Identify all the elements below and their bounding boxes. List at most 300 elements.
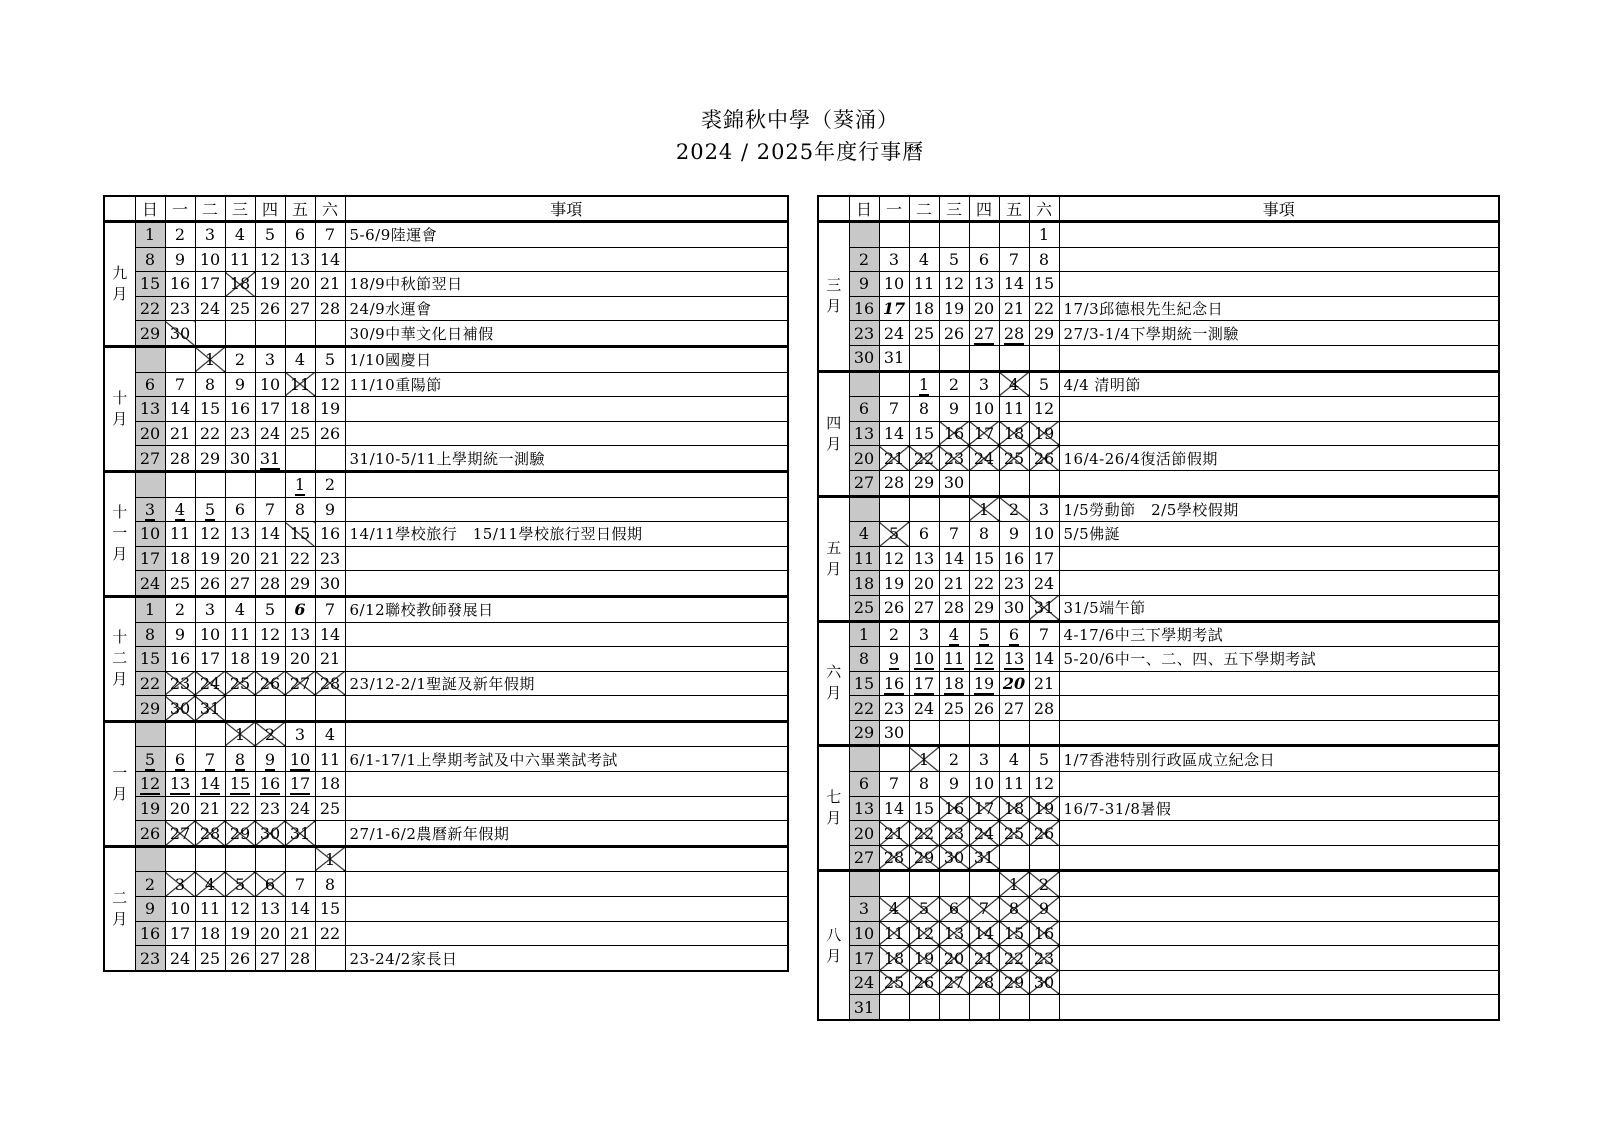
day-number: 11 [319, 749, 341, 769]
day-number: 15 [139, 649, 161, 669]
event-cell [345, 747, 788, 772]
day-number: 4 [1008, 749, 1020, 769]
empty-day-cell [849, 371, 879, 397]
day-cell [165, 596, 195, 622]
day-cell [999, 522, 1029, 547]
week-row [818, 522, 1499, 547]
day-cell [285, 471, 315, 497]
day-cell [1029, 921, 1059, 946]
empty-day-cell [999, 845, 1029, 871]
event-cell [345, 522, 788, 547]
empty-day-cell [285, 446, 315, 472]
day-cell [969, 845, 999, 871]
day-cell [195, 596, 225, 622]
day-cell [135, 296, 165, 321]
empty-day-cell [165, 346, 195, 372]
day-number: 23 [229, 424, 251, 444]
day-cell [999, 746, 1029, 772]
day-number: 15 [229, 774, 251, 794]
day-number: 5 [918, 899, 930, 919]
event-cell [1059, 970, 1499, 995]
day-number: 24 [199, 299, 221, 319]
day-number: 1 [918, 374, 930, 394]
day-cell [285, 222, 315, 248]
day-cell [1029, 671, 1059, 696]
day-cell [135, 622, 165, 647]
day-cell [225, 596, 255, 622]
event-cell [345, 446, 788, 472]
day-cell [999, 921, 1029, 946]
day-number: 8 [918, 774, 930, 794]
day-cell [879, 796, 909, 821]
day-number: 27 [139, 448, 161, 468]
day-number: 16 [853, 299, 875, 319]
empty-day-cell [315, 696, 345, 722]
empty-day-cell [879, 995, 909, 1020]
day-number: 29 [853, 723, 875, 743]
event-cell [345, 272, 788, 297]
day-number: 27 [169, 823, 191, 843]
day-number: 3 [858, 899, 870, 919]
day-cell [909, 671, 939, 696]
week-row [818, 746, 1499, 772]
day-cell [165, 772, 195, 797]
empty-day-cell [999, 345, 1029, 371]
day-cell [135, 272, 165, 297]
day-cell [909, 296, 939, 321]
day-number: 7 [1008, 249, 1020, 269]
day-number: 12 [943, 274, 965, 294]
day-number: 19 [883, 573, 905, 593]
day-cell [165, 522, 195, 547]
day-number: 3 [1038, 499, 1050, 519]
day-cell [165, 921, 195, 946]
day-cell [969, 796, 999, 821]
day-number: 10 [169, 899, 191, 919]
day-number: 17 [199, 649, 221, 669]
header-events: 事項 [1059, 196, 1499, 222]
day-number: 5 [234, 874, 246, 894]
day-number: 9 [948, 399, 960, 419]
day-number: 19 [319, 399, 341, 419]
day-cell [165, 247, 195, 272]
empty-day-cell [255, 696, 285, 722]
day-cell [135, 671, 165, 696]
day-cell [165, 647, 195, 672]
day-cell [969, 946, 999, 971]
day-cell [1029, 871, 1059, 897]
day-cell [195, 897, 225, 922]
day-cell [939, 845, 969, 871]
event-cell [345, 497, 788, 522]
event-cell [1059, 696, 1499, 721]
day-number: 15 [973, 549, 995, 569]
empty-day-cell [255, 846, 285, 872]
week-row [818, 921, 1499, 946]
day-number: 8 [234, 749, 246, 769]
day-number: 8 [204, 374, 216, 394]
day-number: 13 [289, 249, 311, 269]
day-cell [165, 622, 195, 647]
day-number: 8 [144, 249, 156, 269]
week-row [104, 872, 788, 897]
day-cell [909, 571, 939, 596]
day-cell [909, 546, 939, 571]
day-cell [315, 772, 345, 797]
day-cell [939, 696, 969, 721]
day-cell [999, 571, 1029, 596]
day-cell [315, 471, 345, 497]
day-number: 21 [1003, 299, 1025, 319]
day-cell [1029, 496, 1059, 522]
day-number: 26 [139, 823, 161, 843]
empty-day-cell [939, 345, 969, 371]
day-number: 7 [294, 874, 306, 894]
day-number: 1 [918, 749, 930, 769]
day-number: 25 [883, 973, 905, 993]
day-cell [315, 747, 345, 772]
event-cell [345, 721, 788, 747]
day-cell [135, 546, 165, 571]
day-number: 3 [264, 350, 276, 370]
day-cell [315, 397, 345, 422]
day-cell [135, 372, 165, 397]
day-number: 15 [199, 399, 221, 419]
empty-day-cell [255, 471, 285, 497]
event-cell [345, 222, 788, 248]
day-cell [195, 921, 225, 946]
day-cell [999, 772, 1029, 797]
event-text: 31/10-5/11上學期統一測驗 [349, 449, 545, 468]
day-cell [999, 897, 1029, 922]
event-cell [1059, 746, 1499, 772]
event-cell [1059, 921, 1499, 946]
day-cell [969, 446, 999, 471]
day-number: 30 [319, 573, 341, 593]
day-number: 26 [319, 424, 341, 444]
day-number: 17 [139, 549, 161, 569]
event-cell [1059, 571, 1499, 596]
week-row [104, 397, 788, 422]
day-number: 4 [174, 499, 186, 519]
empty-day-cell [969, 995, 999, 1020]
week-row [104, 372, 788, 397]
event-text: 31/5端午節 [1063, 599, 1146, 618]
day-number: 4 [858, 524, 870, 544]
day-cell [849, 946, 879, 971]
day-cell [255, 796, 285, 821]
day-number: 13 [973, 274, 995, 294]
day-number: 1 [858, 624, 870, 644]
day-number: 2 [948, 374, 960, 394]
day-number: 28 [259, 573, 281, 593]
day-cell [939, 921, 969, 946]
day-number: 19 [943, 299, 965, 319]
day-cell [999, 496, 1029, 522]
event-cell [1059, 470, 1499, 496]
day-number: 23 [259, 798, 281, 818]
header-weekday: 三 [225, 196, 255, 222]
day-number: 6 [1008, 624, 1020, 644]
day-number: 18 [913, 299, 935, 319]
day-number: 2 [144, 874, 156, 894]
day-number: 25 [943, 698, 965, 718]
day-number: 14 [289, 899, 311, 919]
day-cell [909, 696, 939, 721]
day-number: 29 [199, 448, 221, 468]
day-number: 11 [169, 524, 191, 544]
day-cell [165, 222, 195, 248]
day-number: 22 [1033, 299, 1055, 319]
empty-day-cell [969, 470, 999, 496]
event-text: 1/10國慶日 [349, 351, 432, 370]
week-row [104, 522, 788, 547]
day-cell [909, 796, 939, 821]
day-cell [285, 897, 315, 922]
day-cell [1029, 371, 1059, 397]
day-cell [1029, 595, 1059, 621]
day-number: 8 [324, 874, 336, 894]
day-cell [849, 345, 879, 371]
day-number: 25 [853, 598, 875, 618]
day-cell [195, 272, 225, 297]
day-number: 14 [1003, 274, 1025, 294]
day-number: 2 [888, 624, 900, 644]
day-cell [225, 522, 255, 547]
day-number: 17 [853, 948, 875, 968]
week-row [818, 571, 1499, 596]
month-label: 九 月 [104, 222, 135, 347]
day-number: 13 [853, 424, 875, 444]
day-number: 19 [259, 274, 281, 294]
day-number: 21 [973, 948, 995, 968]
day-cell [225, 772, 255, 797]
header-weekday: 五 [285, 196, 315, 222]
empty-day-cell [285, 846, 315, 872]
day-number: 10 [259, 374, 281, 394]
month-label: 六 月 [818, 621, 849, 746]
event-text: 17/3邱德根先生紀念日 [1063, 300, 1224, 319]
day-number: 29 [913, 473, 935, 493]
week-row [818, 345, 1499, 371]
day-number: 13 [259, 899, 281, 919]
day-cell [879, 247, 909, 272]
day-cell [195, 421, 225, 446]
header-weekday: 一 [879, 196, 909, 222]
event-text: 14/11學校旅行 15/11學校旅行翌日假期 [349, 525, 643, 544]
event-cell [1059, 296, 1499, 321]
day-cell [999, 647, 1029, 672]
day-cell [1029, 321, 1059, 346]
day-cell [285, 296, 315, 321]
day-number: 7 [888, 774, 900, 794]
day-cell [225, 296, 255, 321]
day-cell [849, 397, 879, 422]
day-cell [135, 222, 165, 248]
day-cell [285, 946, 315, 971]
day-number: 28 [943, 598, 965, 618]
day-number: 27 [853, 848, 875, 868]
empty-day-cell [879, 746, 909, 772]
day-cell [285, 346, 315, 372]
day-cell [1029, 897, 1059, 922]
day-cell [255, 346, 285, 372]
day-number: 11 [229, 624, 251, 644]
day-number: 5 [888, 524, 900, 544]
event-cell [345, 571, 788, 597]
day-cell [879, 470, 909, 496]
day-number: 10 [913, 649, 935, 669]
day-number: 28 [883, 848, 905, 868]
day-cell [195, 571, 225, 597]
event-text: 5/5佛誕 [1063, 525, 1121, 544]
day-number: 21 [319, 649, 341, 669]
day-number: 19 [139, 798, 161, 818]
day-number: 27 [289, 299, 311, 319]
day-number: 21 [169, 424, 191, 444]
day-cell [879, 647, 909, 672]
day-number: 8 [144, 624, 156, 644]
day-number: 3 [918, 624, 930, 644]
day-cell [225, 421, 255, 446]
event-text: 24/9水運會 [349, 300, 432, 319]
day-cell [225, 622, 255, 647]
day-number: 18 [1003, 798, 1025, 818]
month-label: 一 月 [104, 721, 135, 846]
day-number: 25 [1003, 448, 1025, 468]
day-number: 4 [1008, 374, 1020, 394]
day-number: 6 [948, 899, 960, 919]
week-row [104, 321, 788, 347]
day-cell [1029, 796, 1059, 821]
day-number: 23 [139, 948, 161, 968]
day-number: 27 [259, 948, 281, 968]
day-cell [849, 720, 879, 746]
day-cell [879, 621, 909, 647]
day-number: 5 [144, 749, 156, 769]
calendar-table-right [817, 195, 1500, 1021]
day-cell [165, 546, 195, 571]
day-cell [939, 970, 969, 995]
day-number: 16 [1003, 549, 1025, 569]
day-cell [225, 346, 255, 372]
day-number: 8 [918, 399, 930, 419]
day-cell [909, 845, 939, 871]
day-cell [999, 821, 1029, 846]
day-cell [165, 372, 195, 397]
day-number: 7 [324, 225, 336, 245]
day-number: 30 [883, 723, 905, 743]
empty-day-cell [225, 471, 255, 497]
empty-day-cell [999, 470, 1029, 496]
day-number: 2 [324, 475, 336, 495]
empty-day-cell [135, 471, 165, 497]
day-cell [939, 371, 969, 397]
day-cell [969, 621, 999, 647]
day-number: 12 [1033, 774, 1055, 794]
day-cell [1029, 946, 1059, 971]
day-cell [909, 371, 939, 397]
day-number: 24 [913, 698, 935, 718]
day-number: 23 [169, 673, 191, 693]
day-number: 6 [294, 225, 306, 245]
day-number: 20 [169, 798, 191, 818]
day-number: 5 [264, 225, 276, 245]
day-cell [999, 247, 1029, 272]
day-cell [135, 247, 165, 272]
day-number: 8 [294, 499, 306, 519]
day-number: 15 [139, 274, 161, 294]
week-row [104, 772, 788, 797]
day-cell [939, 647, 969, 672]
day-number: 23 [169, 299, 191, 319]
event-cell [345, 946, 788, 971]
day-cell [879, 397, 909, 422]
week-row [104, 497, 788, 522]
event-cell [1059, 621, 1499, 647]
day-number: 14 [319, 249, 341, 269]
day-number: 25 [199, 948, 221, 968]
day-cell [1029, 970, 1059, 995]
header-weekday: 四 [255, 196, 285, 222]
week-row [818, 696, 1499, 721]
day-number: 4 [948, 624, 960, 644]
day-cell [999, 871, 1029, 897]
empty-day-cell [939, 995, 969, 1020]
day-cell [315, 796, 345, 821]
day-cell [999, 397, 1029, 422]
day-cell [195, 821, 225, 847]
header-month-cell [104, 196, 135, 222]
day-cell [255, 571, 285, 597]
event-cell [345, 546, 788, 571]
day-number: 20 [289, 274, 311, 294]
day-cell [999, 296, 1029, 321]
day-cell [849, 772, 879, 797]
day-number: 10 [883, 274, 905, 294]
day-cell [969, 421, 999, 446]
day-cell [969, 522, 999, 547]
day-number: 15 [289, 524, 311, 544]
day-number: 22 [139, 299, 161, 319]
day-number: 29 [913, 848, 935, 868]
day-cell [879, 720, 909, 746]
day-cell [999, 321, 1029, 346]
empty-day-cell [909, 345, 939, 371]
empty-day-cell [999, 222, 1029, 248]
event-cell [345, 321, 788, 347]
day-cell [285, 546, 315, 571]
day-cell [879, 546, 909, 571]
week-row [818, 621, 1499, 647]
day-number: 9 [858, 274, 870, 294]
day-number: 25 [913, 323, 935, 343]
day-cell [1029, 421, 1059, 446]
day-number: 9 [264, 749, 276, 769]
day-cell [939, 421, 969, 446]
week-row [104, 272, 788, 297]
day-cell [225, 721, 255, 747]
event-cell [345, 247, 788, 272]
empty-day-cell [255, 321, 285, 347]
day-cell [285, 921, 315, 946]
day-number: 24 [973, 448, 995, 468]
day-number: 23 [853, 323, 875, 343]
day-number: 1 [234, 725, 246, 745]
week-row [818, 321, 1499, 346]
day-cell [879, 522, 909, 547]
day-number: 13 [289, 624, 311, 644]
